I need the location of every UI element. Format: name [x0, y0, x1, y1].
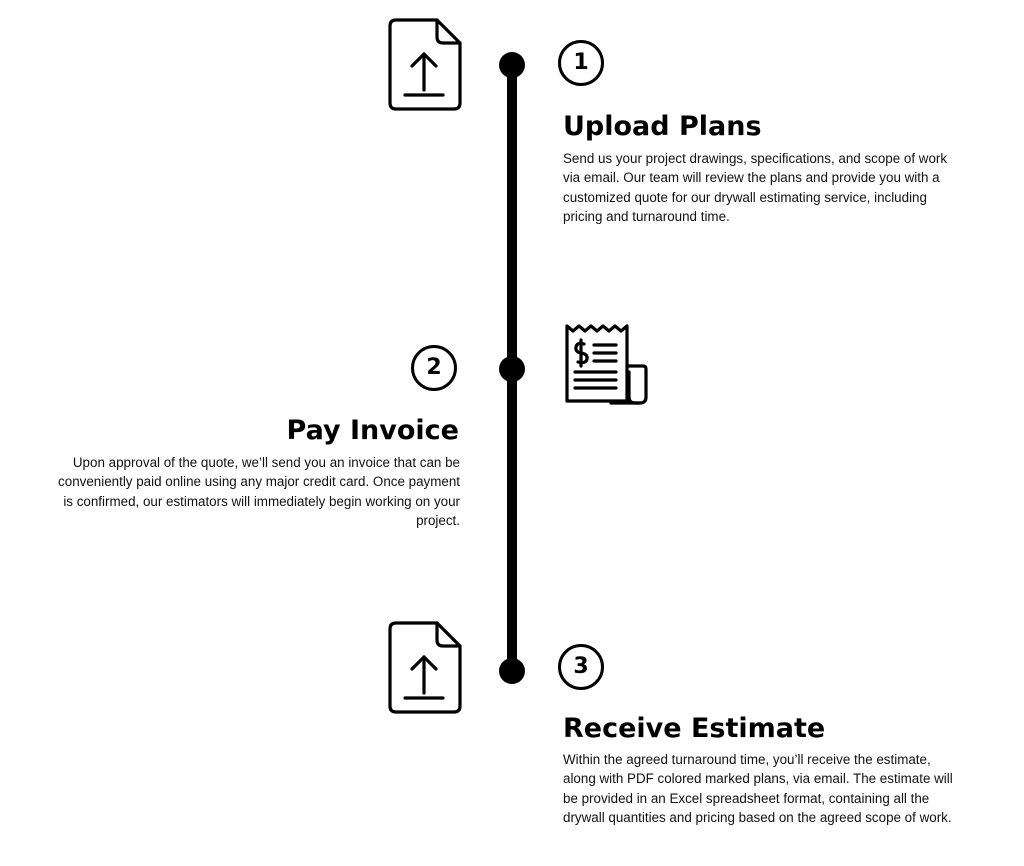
timeline-dot-step-3	[499, 658, 525, 684]
step-description: Within the agreed turnaround time, you’ll receive the estimate, along with PDF colored marked plans, via email. The estimate will be provided in an Excel spreadsheet format, containing all the drywall quantities and pricing based on the agreed scope of work.	[563, 752, 953, 825]
timeline-dot-step-1	[499, 52, 525, 78]
step-number-badge: 1	[558, 40, 604, 86]
timeline-dot-step-2	[499, 356, 525, 382]
step-title: Receive Estimate	[563, 713, 826, 744]
step-number-badge: 2	[411, 345, 457, 391]
step-title: Upload Plans	[563, 111, 762, 142]
step-title: Pay Invoice	[286, 415, 459, 446]
step-description: Send us your project drawings, specifications, and scope of work via email. Our team will review the plans and provide you with a customized quote for our drywall estimating service, including pricing and turnaround time.	[563, 151, 948, 224]
upload-document-icon	[387, 18, 463, 112]
upload-document-icon	[387, 621, 463, 715]
invoice-receipt-icon	[563, 322, 649, 406]
step-number-badge: 3	[558, 644, 604, 690]
step-description: Upon approval of the quote, we’ll send you an invoice that can be conveniently paid online using any major credit card. Once payment is confirmed, our estimators will immediately begin working on your project.	[58, 455, 460, 528]
